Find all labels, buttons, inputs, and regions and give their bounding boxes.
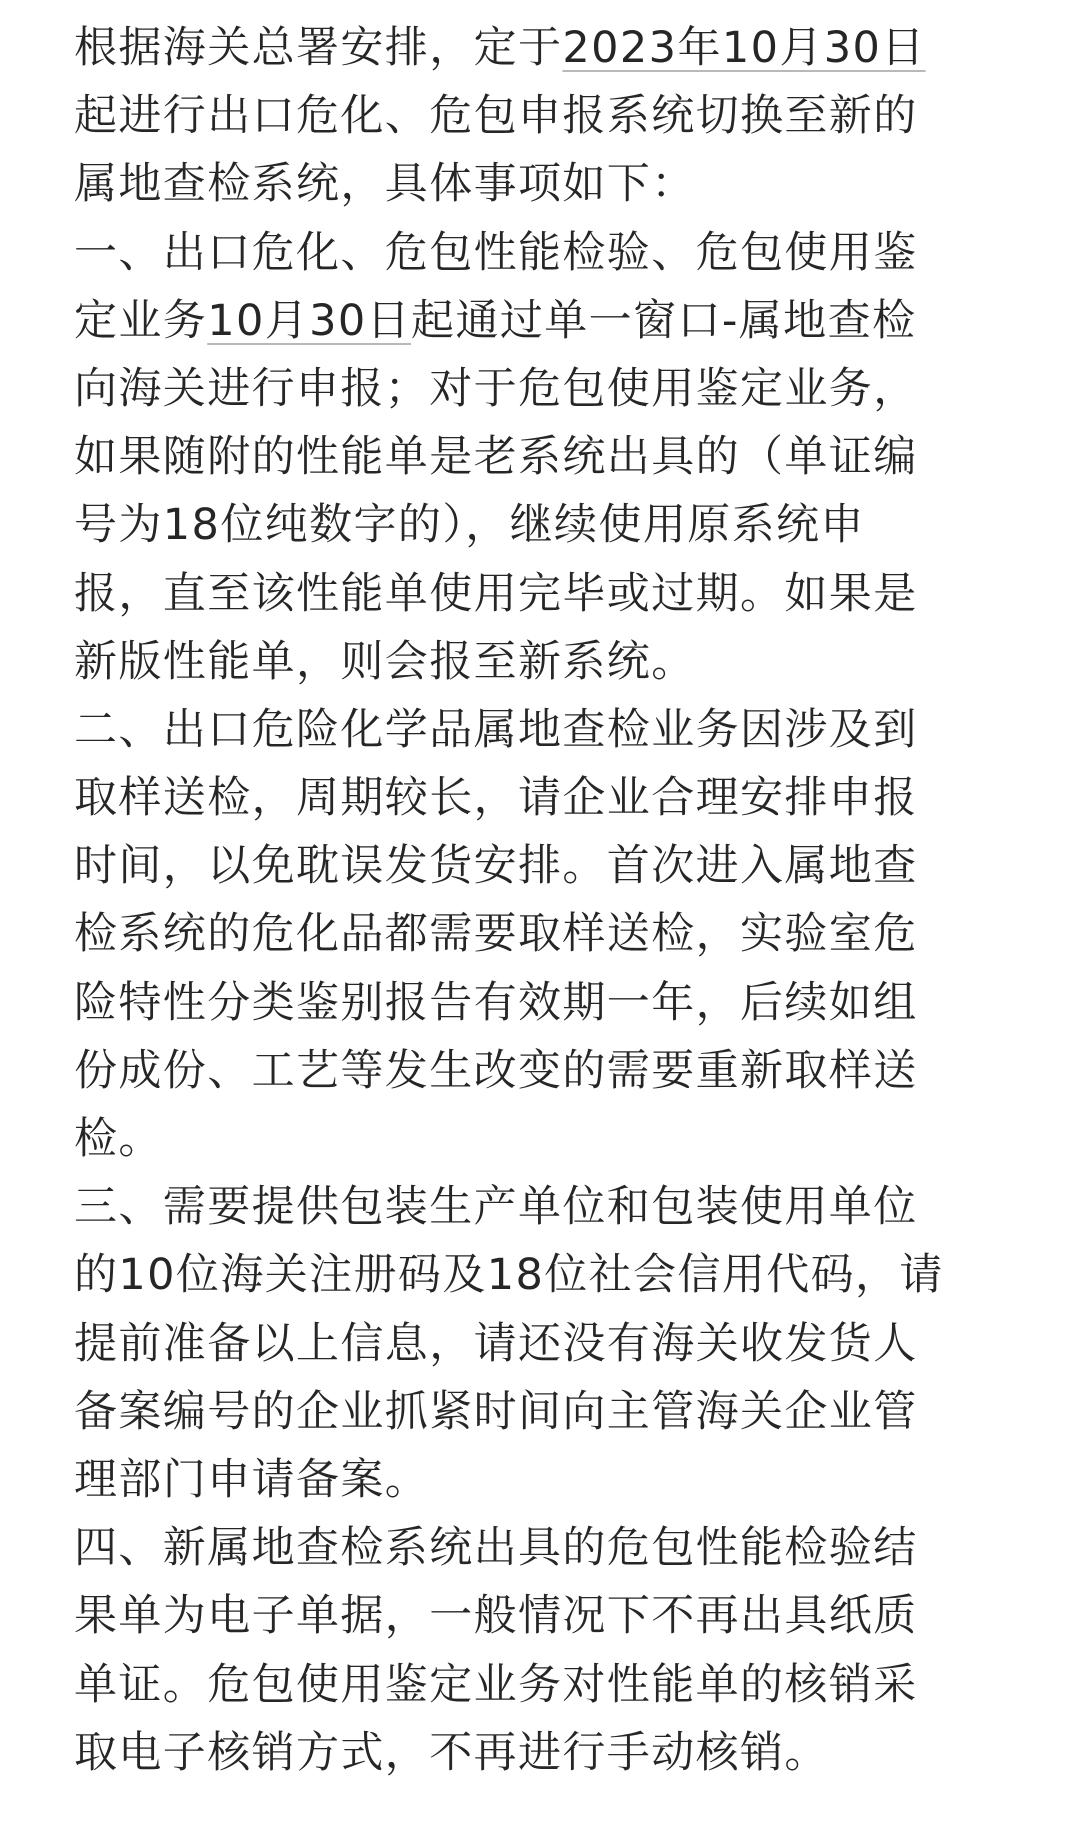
- text-line: 定业务10月30日起通过单一窗口-属地查检: [74, 295, 917, 346]
- text-line: 向海关进行申报；对于危包使用鉴定业务，: [74, 363, 918, 414]
- text-line: 一、出口危化、危包性能检验、危包使用鉴: [74, 227, 918, 278]
- text-line: 备案编号的企业抓紧时间向主管海关企业管: [74, 1386, 918, 1437]
- text-line: 如果随附的性能单是老系统出具的（单证编: [74, 432, 918, 483]
- text-line: 新版性能单，则会报至新系统。: [74, 636, 696, 687]
- text-line: 四、新属地查检系统出具的危包性能检验结: [74, 1523, 918, 1574]
- underlined-date: 10月30日: [207, 295, 412, 346]
- text-line: 根据海关总署安排，定于2023年10月30日: [74, 23, 926, 73]
- underlined-date: 2023年10月30日: [562, 23, 926, 73]
- text-line: 起进行出口危化、危包申报系统切换至新的: [74, 91, 918, 142]
- text-line: 提前准备以上信息，请还没有海关收发货人: [74, 1318, 918, 1369]
- text-line: 检。: [74, 1114, 163, 1164]
- text-line: 取样送检，周期较长，请企业合理安排申报: [74, 773, 918, 824]
- text-line: 号为18位纯数字的），继续使用原系统申: [74, 500, 865, 551]
- text-line: 果单为电子单据，一般情况下不再出具纸质: [74, 1591, 918, 1642]
- text-line: 险特性分类鉴别报告有效期一年，后续如组: [74, 977, 918, 1028]
- text-line: 取电子核销方式，不再进行手动核销。: [74, 1727, 829, 1778]
- text-line: 份成份、工艺等发生改变的需要重新取样送: [74, 1045, 918, 1096]
- text-line: 单证。危包使用鉴定业务对性能单的核销采: [74, 1659, 918, 1710]
- text-line: 属地查检系统，具体事项如下：: [74, 159, 696, 210]
- text-line: 理部门申请备案。: [74, 1454, 430, 1505]
- text-line: 时间，以免耽误发货安排。首次进入属地查: [74, 841, 918, 892]
- text-line: 报，直至该性能单使用完毕或过期。如果是: [74, 568, 918, 619]
- text-line: 三、需要提供包装生产单位和包装使用单位: [74, 1182, 918, 1233]
- text-line: 二、出口危险化学品属地查检业务因涉及到: [74, 704, 918, 755]
- text-line: 的10位海关注册码及18位社会信用代码，请: [74, 1250, 944, 1301]
- text-line: 检系统的危化品都需要取样送检，实验室危: [74, 909, 918, 960]
